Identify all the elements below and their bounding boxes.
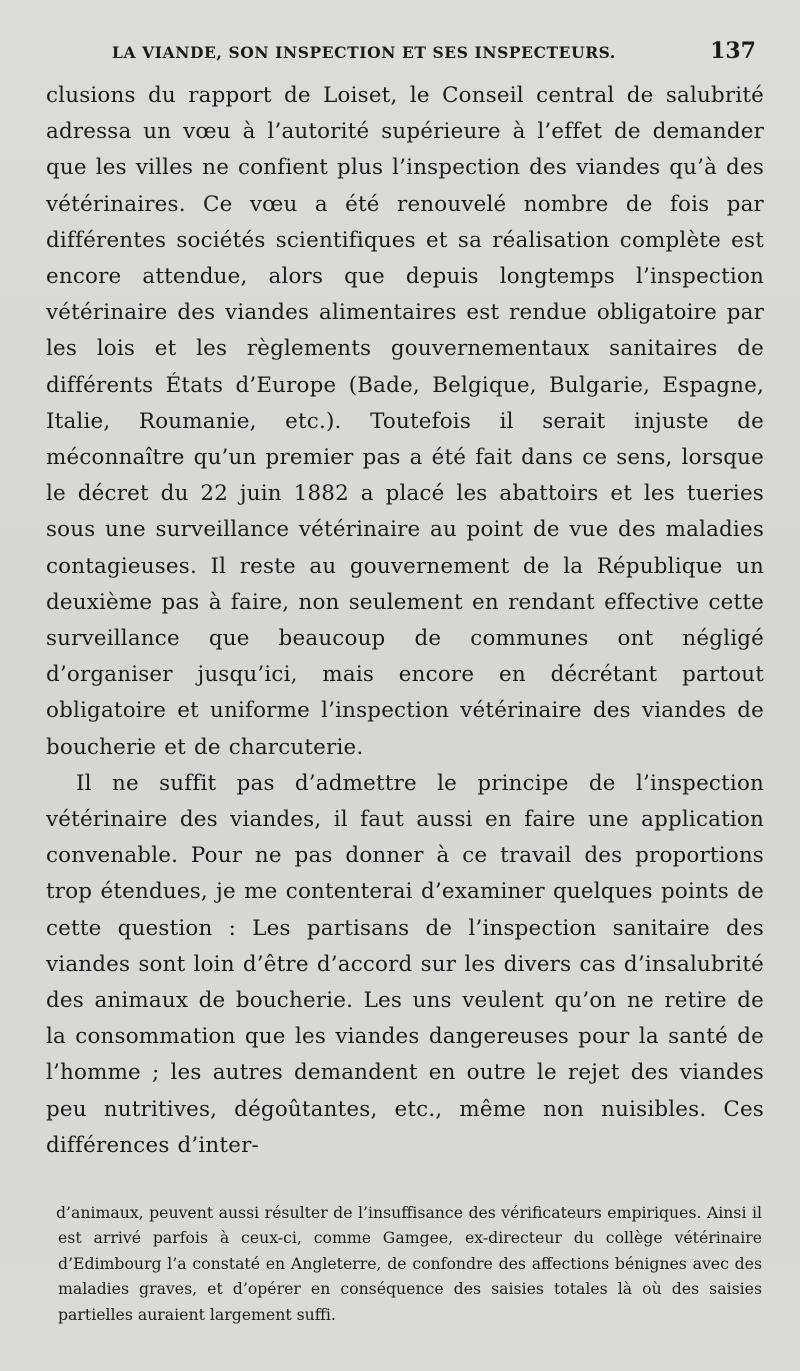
paragraph-continuation: clusions du rapport de Loiset, le Conseil central de salubrité adressa un vœu à l’autorité supérieure à l’effet de demander que les villes ne confient plus l’inspection des viandes qu’à des vétérinaires. Ce vœu a été renouvelé nombre de fois par différentes sociétés scientifiques et sa réalisation complète est encore attendue, alors que depuis longtemps l’inspection vétérinaire des viandes alimentaires est rendue obligatoire par les lois et les règlements gouvernementaux sanitaires de différents États d’Europe (Bade, Belgique, Bulgarie, Espagne, Italie, Roumanie, etc.). Toutefois il serait injuste de méconnaître qu’un premier pas a été fait dans ce sens, lorsque le décret du 22 juin 1882 a placé les abattoirs et les tueries sous une surveillance vétérinaire au point de vue des maladies contagieuses. Il reste au gouvernement de la République un deuxième pas à faire, non seulement en rendant effective cette surveillance que beaucoup de communes ont négligé d’organiser jusqu’ici, mais encore en décrétant partout obligatoire et uniforme l’inspection vétérinaire des viandes de boucherie et de charcuterie. [46,83,764,760]
paragraph: Il ne suffit pas d’admettre le principe de l’inspection vétérinaire des viandes, il faut aussi en faire une application convenable. Pour ne pas donner à ce travail des proportions trop étendues, je me contenterai d’examiner quelques points de cette question : Les partisans de l’inspection sanitaire des viandes sont loin d’être d’accord sur les divers cas d’insalubrité des animaux de boucherie. Les uns veulent qu’on ne retire de la consommation que les viandes dangereuses pour la santé de l’homme ; les autres demandent en outre le rejet des viandes peu nutritives, dégoûtantes, etc., même non nuisibles. Ces différences d’inter- [46,770,764,1158]
running-head [46,38,764,74]
page-number: 137 [710,38,756,64]
footnote-text: d’animaux, peuvent aussi résulter de l’insuffisance des vérificateurs empiriques. Ainsi il est arrivé parfois à ceux-ci, comme Gamgee, ex-directeur du collège vétérinaire d’Edimbourg l’a constaté en Angleterre, de confondre des affections bénignes avec des maladies graves, et d’opérer en conséquence des saisies totales là où des saisies partielles auraient largement suffi. [56,1203,762,1324]
footnote [58,1200,762,1327]
body-text [46,78,764,1164]
running-title: LA VIANDE, SON INSPECTION ET SES INSPECTEURS. [112,43,616,62]
